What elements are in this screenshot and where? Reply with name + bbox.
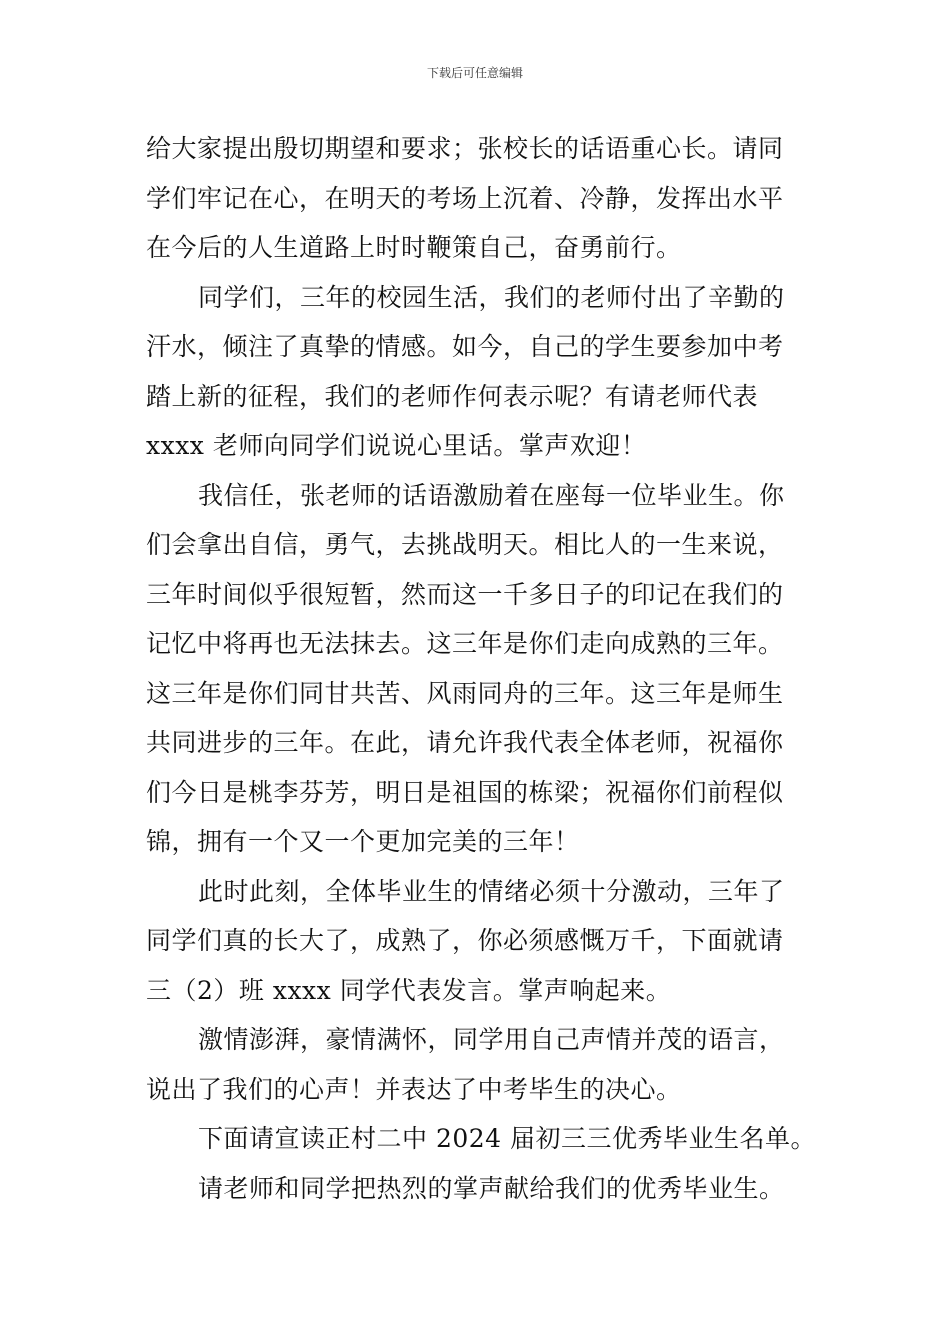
text-line: 这三年是你们同甘共苦、风雨同舟的三年。这三年是师生 — [146, 678, 784, 708]
text-line: 激情澎湃，豪情满怀，同学用自己声情并茂的语言， — [198, 1025, 785, 1054]
text-line: 此时此刻，全体毕业生的情绪必须十分激动，三年了 — [198, 876, 785, 906]
text-line: 记忆中将再也无法抹去。这三年是你们走向成熟的三年。 — [146, 629, 784, 658]
text-line: 三年时间似乎很短暂，然而这一千多日子的印记在我们的 — [146, 579, 784, 609]
text-line: 锦，拥有一个又一个更加完美的三年！ — [146, 827, 580, 856]
text-line: 们会拿出自信，勇气，去挑战明天。相比人的一生来说， — [146, 530, 784, 559]
text-line: 同学们，三年的校园生活，我们的老师付出了辛勤的 — [198, 282, 785, 312]
text-line: xxxx 老师向同学们说说心里话。掌声欢迎！ — [146, 431, 647, 460]
text-line: 我信任，张老师的话语激励着在座每一位毕业生。你 — [198, 480, 785, 510]
document-body — [146, 124, 817, 1213]
page-header-note: 下载后可任意编辑 — [426, 66, 523, 80]
text-line: 们今日是桃李芬芳，明日是祖国的栋梁；祝福你们前程似 — [146, 777, 784, 807]
text-line: 汗水，倾注了真挚的情感。如今，自己的学生要参加中考 — [146, 332, 784, 361]
text-line: 共同进步的三年。在此，请允许我代表全体老师，祝福你 — [146, 728, 784, 757]
text-line: 给大家提出殷切期望和要求；张校长的话语重心长。请同 — [146, 134, 784, 163]
text-line: 说出了我们的心声！并表达了中考毕生的决心。 — [146, 1074, 682, 1104]
text-line: 请老师和同学把热烈的掌声献给我们的优秀毕业生。 — [198, 1173, 785, 1203]
text-line: 在今后的人生道路上时时鞭策自己，奋勇前行。 — [146, 233, 682, 262]
text-line: 同学们真的长大了，成熟了，你必须感慨万千，下面就请 — [146, 926, 784, 955]
text-line: 学们牢记在心，在明天的考场上沉着、冷静，发挥出水平 — [146, 183, 784, 213]
text-line: 踏上新的征程，我们的老师作何表示呢？有请老师代表 — [146, 381, 759, 411]
text-line: 三（2）班 xxxx 同学代表发言。掌声响起来。 — [146, 975, 672, 1005]
text-line: 下面请宣读正村二中 2024 届初三三优秀毕业生名单。 — [198, 1124, 817, 1153]
